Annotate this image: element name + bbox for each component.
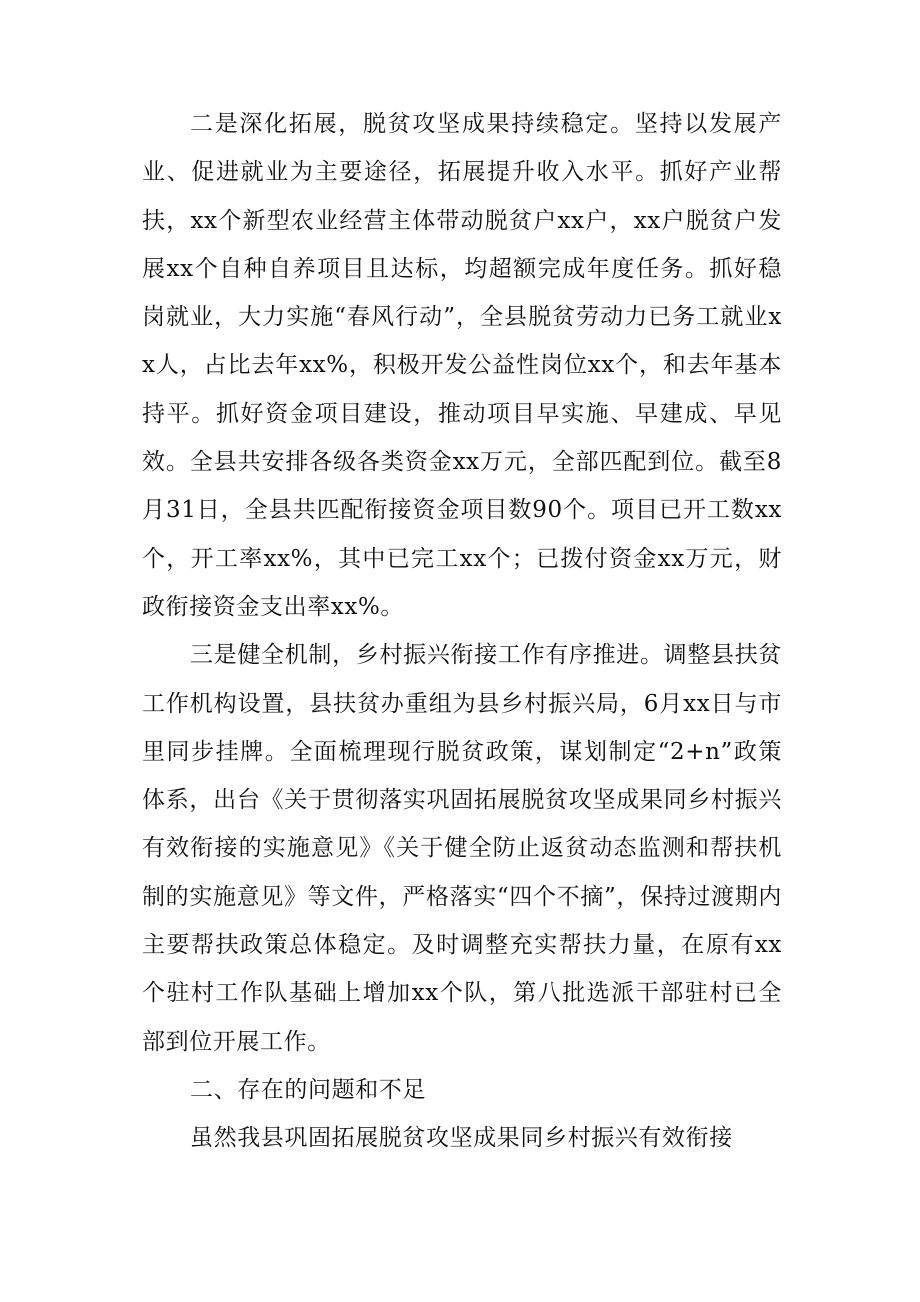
paragraph-improve-mechanism: 三是健全机制，乡村振兴衔接工作有序推进。调整县扶贫工作机构设置，县扶贫办重组为县乡村振兴局，6月xx日与市里同步挂牌。全面梳理现行脱贫政策，谋划制定“2+n”政策体系，出台《关于贯彻落实巩固拓展脱贫攻坚成果同乡村振兴有效衔接的实施意见》《关于健全防止返贫动态监测和帮扶机制的实施意见》等文件，严格落实“四个不摘”，保持过渡期内主要帮扶政策总体稳定。及时调整充实帮扶力量，在原有xx个驻村工作队基础上增加xx个队，第八批选派干部驻村已全部到位开展工作。	[142, 642, 782, 1055]
section-heading-problems: 二、存在的问题和不足	[190, 1076, 426, 1103]
document-body	[142, 100, 782, 1163]
paragraph-problems-intro: 虽然我县巩固拓展脱贫攻坚成果同乡村振兴有效衔接	[190, 1125, 733, 1152]
paragraph-deepen-expand: 二是深化拓展，脱贫攻坚成果持续稳定。坚持以发展产业、促进就业为主要途径，拓展提升收入水平。抓好产业帮扶，xx个新型农业经营主体带动脱贫户xx户，xx户脱贫户发展xx个自种自养项目且达标，均超额完成年度任务。抓好稳岗就业，大力实施“春风行动”，全县脱贫劳动力已务工就业xx人，占比去年xx%，积极开发公益性岗位xx个，和去年基本持平。抓好资金项目建设，推动项目早实施、早建成、早见效。全县共安排各级各类资金xx万元，全部匹配到位。截至8月31日，全县共匹配衔接资金项目数90个。项目已开工数xx个，开工率xx%，其中已完工xx个；已拨付资金xx万元，财政衔接资金支出率xx%。	[142, 111, 782, 620]
